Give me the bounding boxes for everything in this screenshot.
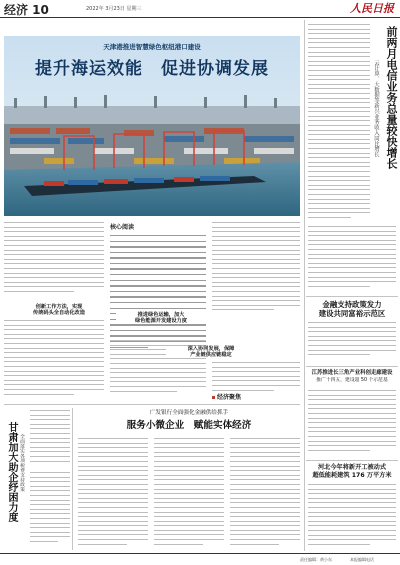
lead-title: 提升海运效能 促进协调发展 — [35, 59, 269, 79]
newspaper-logo: 人民日报 — [350, 2, 394, 15]
gansu-article-top — [30, 410, 70, 470]
left-section-heading: 创新工作方法，实现 传统码头全自动化改造 — [33, 304, 85, 317]
gansu-title: 甘肃加大助企纾困力度 — [6, 422, 17, 522]
jiangsu-brief-subtitle: 推广十四五，建设超 50 个示范基 — [316, 378, 388, 383]
issue-date: 2022年 3月23日 星期三 — [86, 6, 142, 12]
gansu-subtitle: 全面落实各项税费支持政策 — [19, 434, 24, 492]
section-name: 经济 10 — [4, 3, 49, 17]
bank-title: 服务小微企业 赋能实体经济 — [126, 420, 252, 431]
lead-subtitle: 天津港推进智慧绿色枢纽港口建设 — [103, 43, 201, 51]
hebei-brief-text — [308, 484, 396, 550]
jiangsu-brief-text — [308, 390, 396, 456]
page-header — [0, 0, 400, 18]
page-footer — [0, 553, 400, 565]
core-reading-title: 核心阅读 — [110, 224, 135, 231]
footer-contact: 本报编辑电话 — [350, 557, 374, 562]
telecom-title: 前两月电信业务总量较快增长 — [385, 26, 398, 169]
feature-tag — [212, 392, 241, 401]
telecom-subtitle: 云计算、大数据等新兴业务收入同比增长 — [373, 60, 379, 158]
lead-article-left-2 — [4, 320, 104, 402]
telecom-article-bottom — [308, 226, 396, 292]
mid-section-heading-1: 推进绿色运输，加大 绿色能源开发建设力度 — [116, 312, 206, 324]
feature-tag-label: 经济聚焦 — [217, 394, 242, 401]
bank-kicker: 广发银行全面强化金融供给抓手 — [149, 410, 229, 416]
hebei-brief-title: 河北今年将新开工被动式 超低能耗建筑 176 万平方米 — [312, 464, 392, 479]
right-divider-2 — [306, 366, 398, 367]
lead-bottom-rule — [4, 404, 300, 405]
gansu-article-bottom — [30, 472, 70, 550]
finance-brief-text — [308, 322, 396, 362]
lead-article-right — [212, 222, 300, 312]
telecom-article-left — [308, 24, 370, 224]
bank-article-col-1 — [78, 438, 148, 550]
footer-editor: 责任编辑：黄小东 — [300, 557, 332, 562]
lead-article-left — [4, 222, 104, 302]
bank-article-col-3 — [230, 438, 300, 550]
finance-brief-title: 金融支持政策发力 建设共同富裕示范区 — [318, 300, 386, 319]
tag-marker-icon — [212, 396, 215, 399]
right-divider-3 — [306, 460, 398, 461]
right-column-rule — [304, 20, 305, 551]
mid-section-heading-2: 深入协同发展，保障 产业链供应链稳定 — [166, 346, 256, 358]
right-divider-1 — [306, 296, 398, 297]
bank-article-col-2 — [154, 438, 224, 550]
bottom-left-rule — [72, 408, 73, 550]
jiangsu-brief-title: 江苏推进长三角产业科创走廊建设 — [311, 370, 393, 376]
